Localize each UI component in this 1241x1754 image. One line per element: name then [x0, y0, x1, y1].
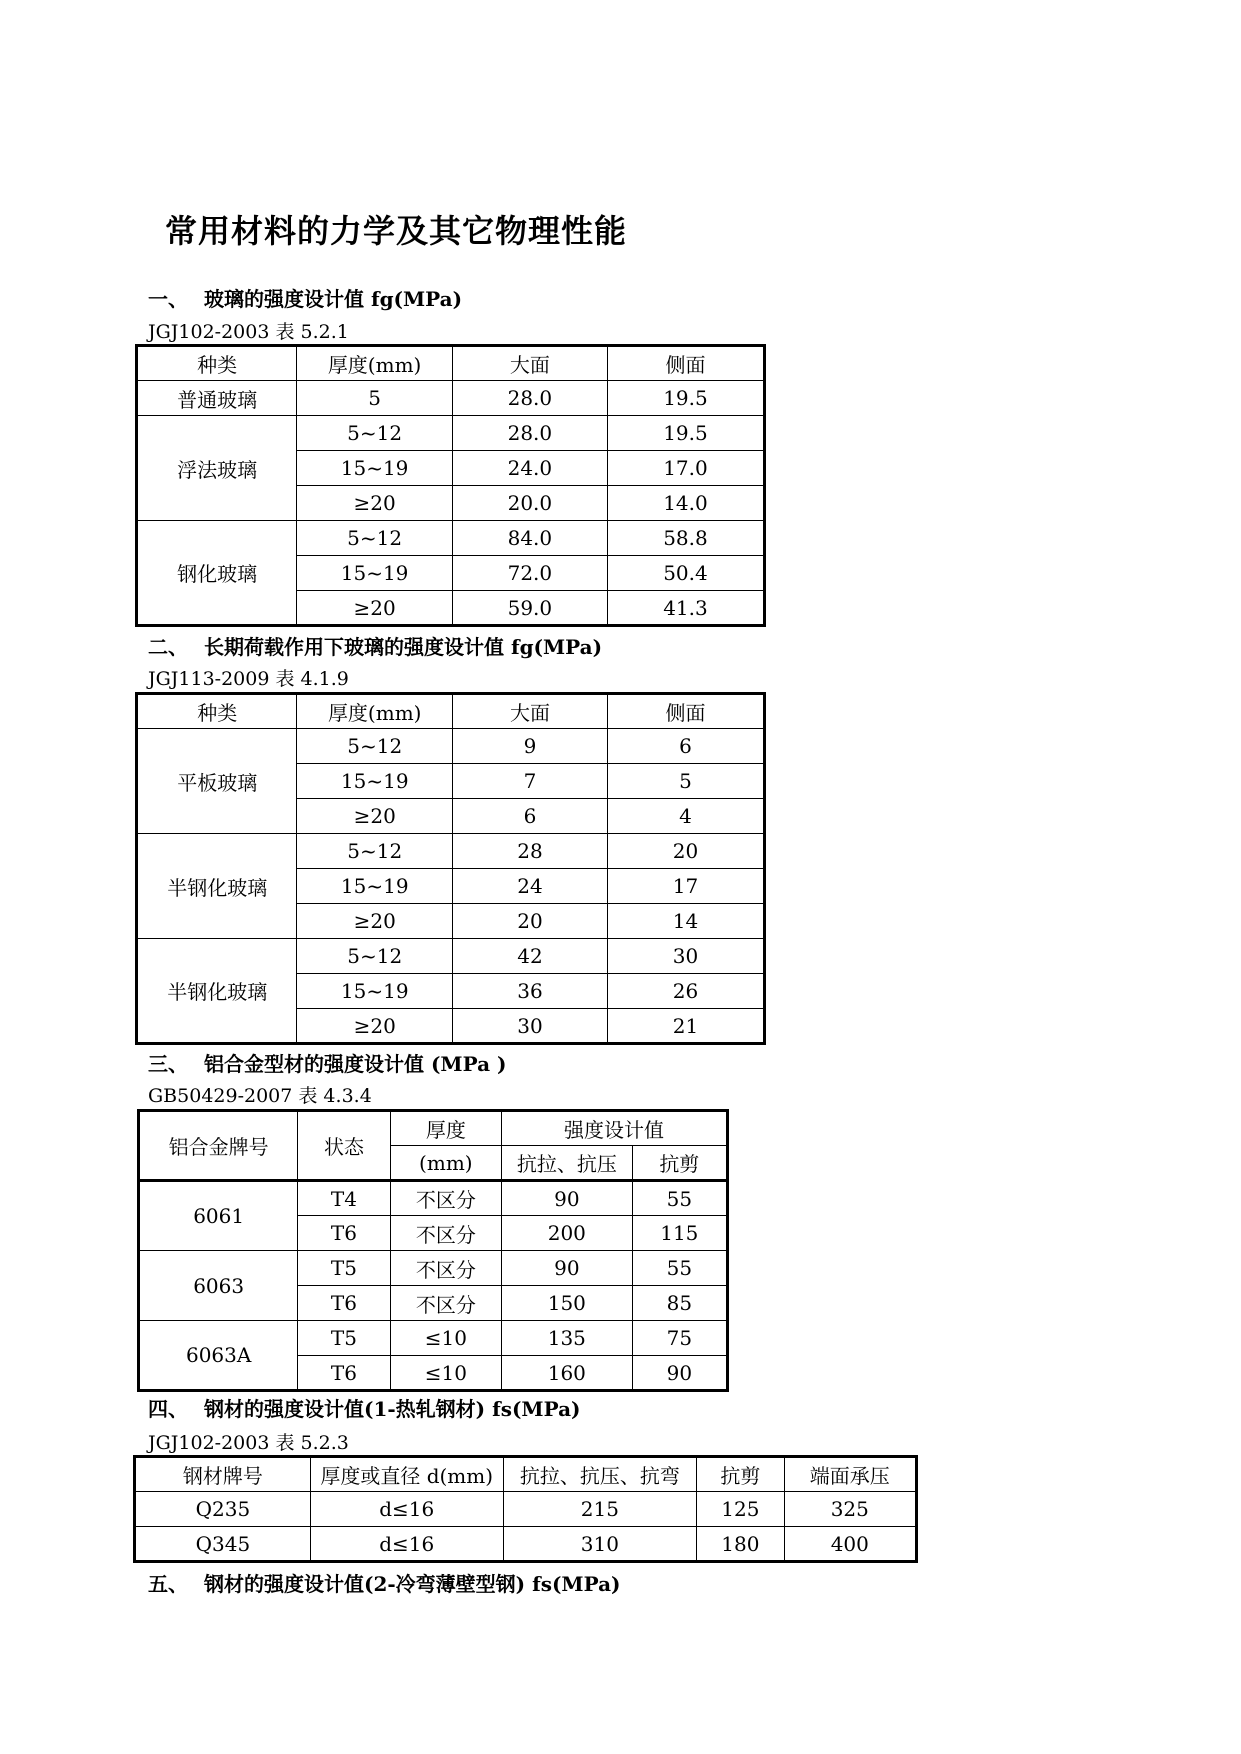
table-cell: 17 [607, 869, 764, 904]
section-3-reference: GB50429-2007 表 4.3.4 [148, 1085, 372, 1107]
table-row [137, 729, 765, 764]
section-heading-text: 钢材的强度设计值(2-冷弯薄壁型钢) fs(MPa) [204, 1572, 621, 1596]
table-row [135, 1527, 917, 1562]
header-cell: (mm) [390, 1146, 501, 1181]
table-cell: 14 [607, 904, 764, 939]
table-cell: 4 [607, 799, 764, 834]
table-cell: 55 [632, 1251, 727, 1286]
table-cell: 5 [607, 764, 764, 799]
glass-type-cell: 普通玻璃 [137, 381, 297, 416]
table-cell: 30 [607, 939, 764, 974]
table-cell: 24 [452, 869, 607, 904]
table-row [139, 1321, 728, 1356]
table-cell: 5 [297, 381, 452, 416]
header-cell: 钢材牌号 [135, 1457, 311, 1492]
section-3-heading [148, 1048, 506, 1077]
table-cell: 5~12 [297, 834, 452, 869]
section-2-heading [148, 631, 602, 660]
section-heading-text: 铝合金型材的强度设计值 (MPa ) [204, 1052, 507, 1076]
table-cell: 55 [632, 1181, 727, 1216]
header-cell: 抗剪 [697, 1457, 784, 1492]
table-cell: Q235 [135, 1492, 311, 1527]
table-cell: 19.5 [607, 416, 764, 451]
header-cell: 强度设计值 [502, 1111, 728, 1146]
table-row [139, 1251, 728, 1286]
header-cell: 大面 [452, 346, 607, 381]
table-cell: 20 [607, 834, 764, 869]
table-cell: 20.0 [452, 486, 607, 521]
table-cell: 200 [502, 1216, 633, 1251]
table-cell: ≥20 [297, 799, 452, 834]
hot-rolled-steel-strength-table [133, 1455, 918, 1563]
table-cell: 15~19 [297, 869, 452, 904]
header-cell: 抗剪 [632, 1146, 727, 1181]
table-cell: ≥20 [297, 1009, 452, 1044]
section-heading-text: 长期荷载作用下玻璃的强度设计值 fg(MPa) [204, 635, 603, 659]
table-cell: 85 [632, 1286, 727, 1321]
glass-type-cell: 浮法玻璃 [137, 416, 297, 521]
alloy-grade-cell: 6063 [139, 1251, 298, 1321]
table-cell: 21 [607, 1009, 764, 1044]
alloy-grade-cell: 6061 [139, 1181, 298, 1251]
table-cell: 310 [503, 1527, 697, 1562]
table-cell: 5~12 [297, 729, 452, 764]
table-cell: 15~19 [297, 974, 452, 1009]
header-cell: 端面承压 [784, 1457, 916, 1492]
header-cell: 厚度或直径 d(mm) [310, 1457, 503, 1492]
table-cell: 不区分 [390, 1251, 501, 1286]
header-cell: 厚度 [390, 1111, 501, 1146]
table-cell: 26 [607, 974, 764, 1009]
header-cell: 抗拉、抗压 [502, 1146, 633, 1181]
table-cell: T5 [298, 1251, 390, 1286]
table-cell: 5~12 [297, 939, 452, 974]
table-cell: 24.0 [452, 451, 607, 486]
section-number: 三、 [148, 1052, 188, 1076]
table-cell: d≤16 [310, 1527, 503, 1562]
glass-type-cell: 钢化玻璃 [137, 521, 297, 626]
table-cell: 180 [697, 1527, 784, 1562]
table-header-row [137, 694, 765, 729]
glass-type-cell: 半钢化玻璃 [137, 939, 297, 1044]
header-cell: 侧面 [607, 346, 764, 381]
header-cell: 铝合金牌号 [139, 1111, 298, 1181]
table-row [137, 834, 765, 869]
table-cell: ≥20 [297, 591, 452, 626]
table-cell: T4 [298, 1181, 390, 1216]
page-title: 常用材料的力学及其它物理性能 [165, 212, 628, 250]
table-cell: 不区分 [390, 1286, 501, 1321]
table-cell: 30 [452, 1009, 607, 1044]
section-1-reference: JGJ102-2003 表 5.2.1 [148, 321, 349, 343]
section-number: 四、 [148, 1397, 188, 1421]
section-number: 五、 [148, 1572, 188, 1596]
table-row [135, 1492, 917, 1527]
table-cell: 400 [784, 1527, 916, 1562]
table-row [137, 416, 765, 451]
table-cell: 160 [502, 1356, 633, 1391]
table-cell: 42 [452, 939, 607, 974]
table-cell: 6 [607, 729, 764, 764]
table-cell: 20 [452, 904, 607, 939]
header-cell: 种类 [137, 346, 297, 381]
table-cell: 215 [503, 1492, 697, 1527]
section-2-reference: JGJ113-2009 表 4.1.9 [148, 668, 349, 690]
section-number: 二、 [148, 635, 188, 659]
table-cell: 28.0 [452, 416, 607, 451]
header-cell: 厚度(mm) [297, 346, 452, 381]
table-cell: 15~19 [297, 451, 452, 486]
header-cell: 种类 [137, 694, 297, 729]
section-4-heading [148, 1393, 581, 1422]
table-cell: 58.8 [607, 521, 764, 556]
table-cell: 19.5 [607, 381, 764, 416]
table-cell: 5~12 [297, 521, 452, 556]
table-cell: 5~12 [297, 416, 452, 451]
table-cell: 325 [784, 1492, 916, 1527]
table-cell: 115 [632, 1216, 727, 1251]
table-cell: 15~19 [297, 764, 452, 799]
table-cell: 28.0 [452, 381, 607, 416]
table-cell: 不区分 [390, 1216, 501, 1251]
table-cell: ≤10 [390, 1356, 501, 1391]
table-cell: 75 [632, 1321, 727, 1356]
table-cell: 90 [502, 1181, 633, 1216]
header-cell: 大面 [452, 694, 607, 729]
table-cell: 135 [502, 1321, 633, 1356]
table-header-row [139, 1111, 728, 1146]
table-cell: 125 [697, 1492, 784, 1527]
table-row [137, 521, 765, 556]
section-heading-text: 钢材的强度设计值(1-热轧钢材) fs(MPa) [204, 1397, 581, 1421]
table-cell: 84.0 [452, 521, 607, 556]
aluminum-alloy-strength-table [137, 1109, 729, 1392]
table-cell: 59.0 [452, 591, 607, 626]
table-cell: 17.0 [607, 451, 764, 486]
table-cell: 150 [502, 1286, 633, 1321]
table-row [137, 381, 765, 416]
table-cell: 9 [452, 729, 607, 764]
header-cell: 厚度(mm) [297, 694, 452, 729]
glass-type-cell: 平板玻璃 [137, 729, 297, 834]
table-cell: 28 [452, 834, 607, 869]
table-cell: d≤16 [310, 1492, 503, 1527]
table-cell: 15~19 [297, 556, 452, 591]
table-cell: ≥20 [297, 486, 452, 521]
header-cell: 抗拉、抗压、抗弯 [503, 1457, 697, 1492]
table-cell: 90 [632, 1356, 727, 1391]
table-cell: T6 [298, 1286, 390, 1321]
long-term-glass-strength-table [135, 692, 766, 1045]
table-cell: 7 [452, 764, 607, 799]
table-cell: 90 [502, 1251, 633, 1286]
table-cell: ≤10 [390, 1321, 501, 1356]
header-cell: 侧面 [607, 694, 764, 729]
table-cell: 50.4 [607, 556, 764, 591]
section-number: 一、 [148, 287, 188, 311]
table-cell: 14.0 [607, 486, 764, 521]
glass-type-cell: 半钢化玻璃 [137, 834, 297, 939]
table-cell: Q345 [135, 1527, 311, 1562]
table-cell: ≥20 [297, 904, 452, 939]
header-cell: 状态 [298, 1111, 390, 1181]
table-row [137, 939, 765, 974]
table-cell: 36 [452, 974, 607, 1009]
table-header-row [135, 1457, 917, 1492]
glass-strength-table [135, 344, 766, 627]
table-cell: T6 [298, 1216, 390, 1251]
section-4-reference: JGJ102-2003 表 5.2.3 [148, 1432, 349, 1454]
table-cell: 不区分 [390, 1181, 501, 1216]
table-header-row [137, 346, 765, 381]
section-heading-text: 玻璃的强度设计值 fg(MPa) [204, 287, 463, 311]
table-cell: 6 [452, 799, 607, 834]
table-cell: T5 [298, 1321, 390, 1356]
table-cell: 41.3 [607, 591, 764, 626]
section-1-heading [148, 283, 462, 312]
section-5-heading [148, 1568, 621, 1597]
table-row [139, 1181, 728, 1216]
table-cell: 72.0 [452, 556, 607, 591]
alloy-grade-cell: 6063A [139, 1321, 298, 1391]
table-cell: T6 [298, 1356, 390, 1391]
